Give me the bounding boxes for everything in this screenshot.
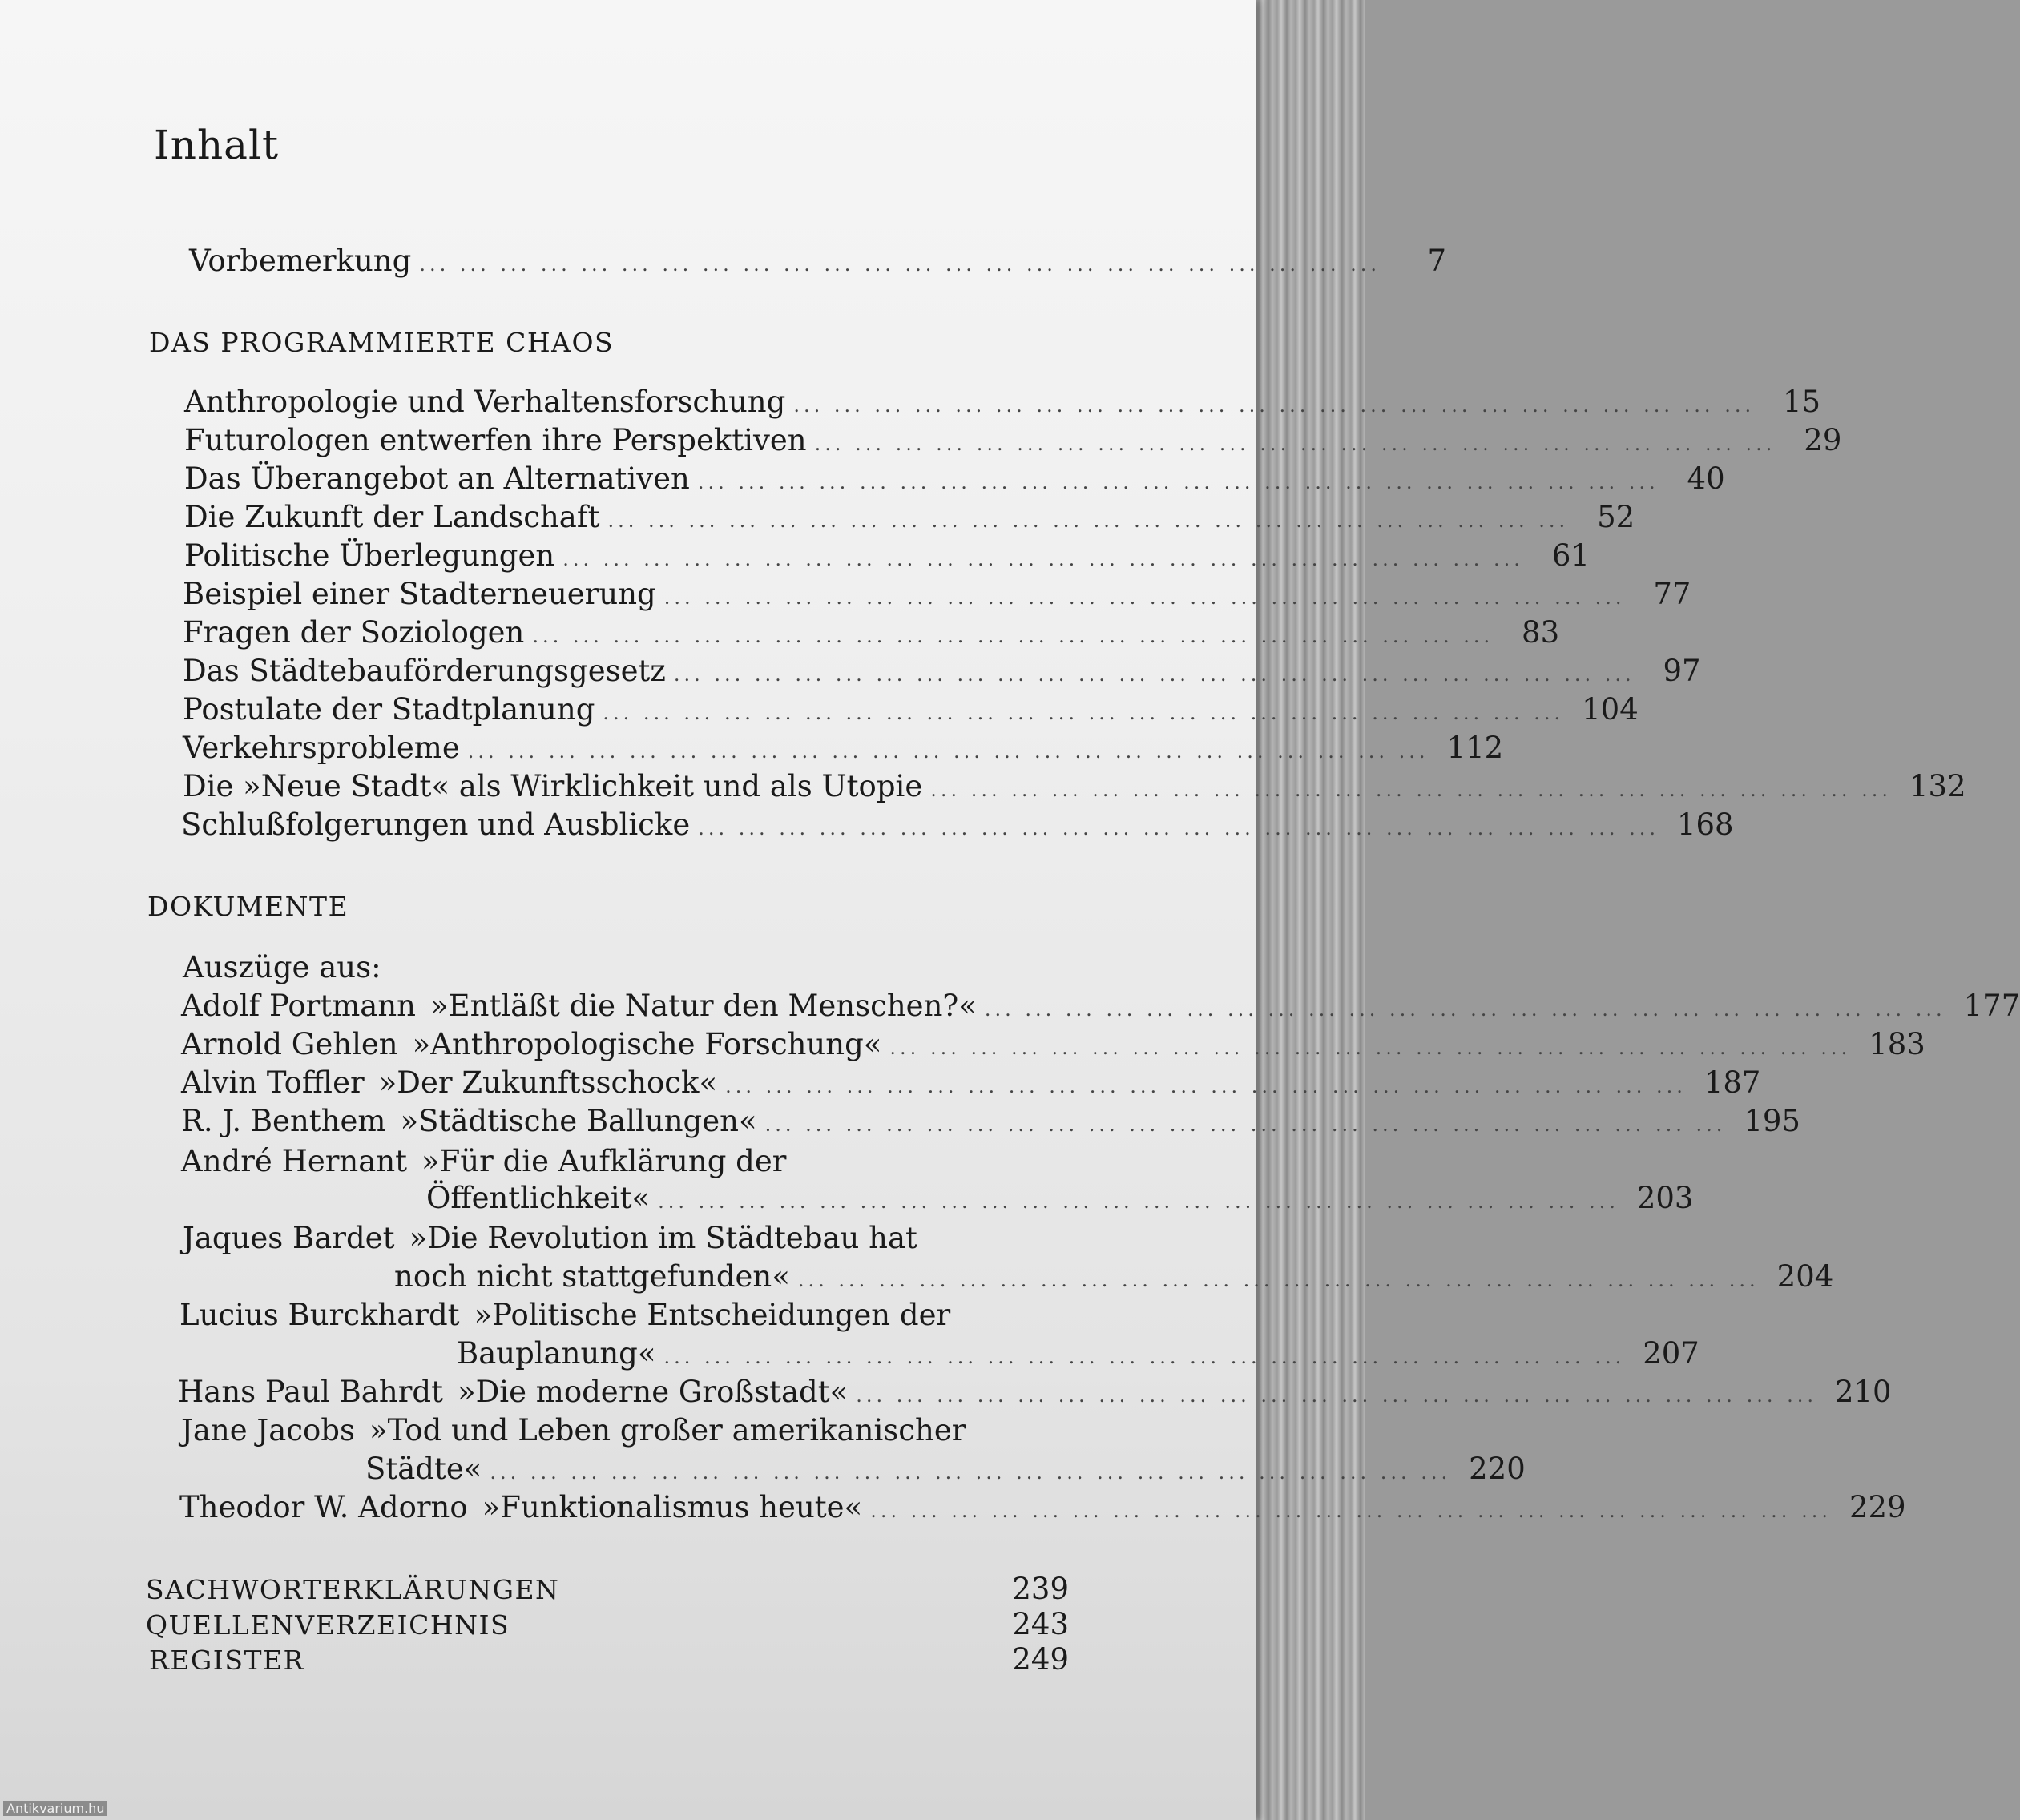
document-author: Arnold Gehlen — [181, 1027, 398, 1061]
document-title: »Funktionalismus heute« — [482, 1490, 863, 1524]
toc-page-number: 229 — [1849, 1490, 1906, 1524]
toc-entry-title: Beispiel einer Stadterneuerung — [183, 577, 656, 611]
document-title: »Städtische Ballungen« — [400, 1104, 757, 1138]
document-author: Hans Paul Bahrdt — [178, 1375, 443, 1409]
toc-entry-title: Das Städtebauförderungsgesetz — [183, 654, 666, 688]
dot-leader: ... ... ... ... ... ... ... ... ... ... ... ... ... ... ... ... ... ... ... ... ... ... ... ... — [814, 433, 1776, 455]
toc-entry — [184, 385, 1821, 423]
toc-entry-title: Fragen der Soziologen — [183, 615, 525, 650]
toc-entry — [183, 615, 1560, 654]
dot-leader: ... ... ... ... ... ... ... ... ... ... ... ... ... ... ... ... ... ... ... ... ... ... ... ... — [797, 1269, 1760, 1291]
dot-leader: ... ... ... ... ... ... ... ... ... ... ... ... ... ... ... ... ... ... ... ... ... ... ... ... — [562, 548, 1524, 570]
toc-entry-title: Politische Überlegungen — [184, 538, 555, 573]
document-title-continued: noch nicht stattgefunden« — [394, 1259, 790, 1294]
toc-entry-title: Futurologen entwerfen ihre Perspektiven — [184, 423, 807, 457]
dot-leader: ... ... ... ... ... ... ... ... ... ... ... ... ... ... ... ... ... ... ... ... ... ... ... ... — [889, 1037, 1852, 1059]
document-entry-continuation — [426, 1181, 1694, 1219]
section-heading-dokumente: DOKUMENTE — [147, 891, 349, 922]
toc-entry — [181, 807, 1734, 846]
toc-page-number: 97 — [1663, 654, 1701, 688]
document-title: »Anthropologische Forschung« — [412, 1027, 882, 1061]
toc-page-number: 243 — [1012, 1607, 1069, 1641]
toc-page-number: 210 — [1834, 1375, 1892, 1409]
toc-page-number: 187 — [1703, 1065, 1761, 1100]
document-title: »Politische Entscheidungen der — [474, 1298, 951, 1332]
dot-leader: ... ... ... ... ... ... ... ... ... ... ... ... ... ... ... ... ... ... ... ... ... ... ... ... — [663, 1346, 1626, 1368]
document-title: »Der Zukunftsschock« — [378, 1065, 718, 1100]
dot-leader: ... ... ... ... ... ... ... ... ... ... ... ... ... ... ... ... ... ... ... ... ... ... ... ... — [697, 471, 1659, 493]
toc-page-number: 220 — [1469, 1452, 1526, 1486]
document-entry-continuation — [365, 1452, 1526, 1490]
toc-page-number: 249 — [1012, 1642, 1069, 1677]
documents-intro: Auszüge aus: — [183, 950, 381, 984]
document-author: Jaques Bardet — [183, 1221, 395, 1255]
document-author: Adolf Portmann — [181, 989, 417, 1023]
toc-entry — [183, 769, 1966, 807]
document-author: André Hernant — [181, 1144, 408, 1178]
back-matter-entry — [146, 1607, 1069, 1645]
toc-page-number: 77 — [1653, 577, 1691, 611]
document-entry — [181, 989, 2020, 1027]
document-author: R. J. Benthem — [181, 1104, 386, 1138]
document-title-continued: Städte« — [365, 1452, 482, 1486]
back-matter-entry — [149, 1642, 1069, 1681]
toc-page-number: 83 — [1522, 615, 1560, 650]
dot-leader: ... ... ... ... ... ... ... ... ... ... ... ... ... ... ... ... ... ... ... ... ... ... ... ... — [532, 625, 1494, 647]
dot-leader: ... ... ... ... ... ... ... ... ... ... ... ... ... ... ... ... ... ... ... ... ... ... ... ... — [658, 1190, 1619, 1213]
toc-page-number: 104 — [1582, 692, 1639, 727]
toc-page-number: 177 — [1963, 989, 2020, 1023]
toc-entry — [183, 731, 1504, 769]
document-title-continued: Bauplanung« — [457, 1336, 656, 1371]
toc-entry — [183, 577, 1691, 615]
document-entry — [181, 1104, 1800, 1142]
toc-entry-title: Die Zukunft der Landschaft — [184, 500, 600, 534]
toc-entry — [183, 654, 1701, 692]
toc-entry-vorbemerkung — [189, 244, 1447, 282]
toc-page-number: 168 — [1676, 807, 1734, 842]
document-entry-continuation — [457, 1336, 1699, 1375]
toc-page-number: 195 — [1744, 1104, 1800, 1138]
dot-leader: ... ... ... ... ... ... ... ... ... ... ... ... ... ... ... ... ... ... ... ... ... ... ... ... — [984, 998, 1946, 1021]
page-title: Inhalt — [154, 122, 280, 168]
document-author: Alvin Toffler — [181, 1065, 365, 1100]
dot-leader: ... ... ... ... ... ... ... ... ... ... ... ... ... ... ... ... ... ... ... ... ... ... ... ... — [930, 779, 1892, 801]
dot-leader: ... ... ... ... ... ... ... ... ... ... ... ... ... ... ... ... ... ... ... ... ... ... ... ... — [870, 1500, 1832, 1522]
back-matter-title: SACHWORTERKLÄRUNGEN — [146, 1574, 560, 1605]
toc-entry-title: Das Überangebot an Alternativen — [184, 461, 690, 496]
dot-leader: ... ... ... ... ... ... ... ... ... ... ... ... ... ... ... ... ... ... ... ... ... ... ... ... — [673, 663, 1635, 686]
toc-page-number: 29 — [1804, 423, 1842, 457]
toc-entry — [184, 538, 1590, 577]
document-entry — [178, 1375, 1892, 1413]
toc-entry-title: Verkehrsprobleme — [183, 731, 460, 765]
document-author: Lucius Burckhardt — [179, 1298, 460, 1332]
document-title: »Die moderne Großstadt« — [457, 1375, 849, 1409]
document-entry-first-line — [183, 1221, 917, 1255]
dot-leader: ... ... ... ... ... ... ... ... ... ... ... ... ... ... ... ... ... ... ... ... ... ... ... ... — [419, 253, 1381, 276]
dot-leader: ... ... ... ... ... ... ... ... ... ... ... ... ... ... ... ... ... ... ... ... ... ... ... ... — [607, 509, 1570, 532]
toc-entry-title: Die »Neue Stadt« als Wirklichkeit und als Utopie — [183, 769, 923, 803]
document-author: Theodor W. Adorno — [179, 1490, 468, 1524]
toc-entry — [184, 461, 1725, 500]
toc-entry-title: Vorbemerkung — [189, 244, 412, 278]
document-title: »Die Revolution im Städtebau hat — [409, 1221, 917, 1255]
toc-entry-title: Anthropologie und Verhaltensforschung — [184, 385, 786, 419]
toc-page-number: 132 — [1909, 769, 1966, 803]
document-entry — [179, 1490, 1906, 1528]
document-title: »Tod und Leben großer amerikanischer — [369, 1413, 966, 1448]
toc-page-number: 40 — [1687, 461, 1725, 496]
dot-leader: ... ... ... ... ... ... ... ... ... ... ... ... ... ... ... ... ... ... ... ... ... ... ... ... — [698, 817, 1659, 840]
toc-page-number: 7 — [1427, 244, 1447, 278]
toc-page-number: 239 — [1012, 1572, 1069, 1606]
document-entry-first-line — [181, 1413, 966, 1448]
toc-entry — [184, 423, 1842, 461]
section-heading-chaos: DAS PROGRAMMIERTE CHAOS — [149, 327, 615, 358]
toc-page-number: 15 — [1782, 385, 1821, 419]
dot-leader: ... ... ... ... ... ... ... ... ... ... ... ... ... ... ... ... ... ... ... ... ... ... ... ... — [725, 1075, 1687, 1097]
toc-entry-title: Postulate der Stadtplanung — [183, 692, 595, 727]
dot-leader: ... ... ... ... ... ... ... ... ... ... ... ... ... ... ... ... ... ... ... ... ... ... ... ... — [793, 394, 1756, 417]
toc-page-number: 203 — [1636, 1181, 1694, 1215]
document-title: »Für die Aufklärung der — [421, 1144, 787, 1178]
back-matter-title: REGISTER — [149, 1645, 304, 1676]
dot-leader: ... ... ... ... ... ... ... ... ... ... ... ... ... ... ... ... ... ... ... ... ... ... ... ... — [856, 1384, 1817, 1407]
toc-entry — [183, 692, 1639, 731]
toc-page-number: 61 — [1551, 538, 1590, 573]
dot-leader: ... ... ... ... ... ... ... ... ... ... ... ... ... ... ... ... ... ... ... ... ... ... ... ... — [764, 1113, 1727, 1136]
document-entry-first-line — [179, 1298, 950, 1332]
toc-page-number: 112 — [1446, 731, 1504, 765]
document-author: Jane Jacobs — [181, 1413, 355, 1448]
document-entry — [181, 1065, 1761, 1104]
toc-page-number: 52 — [1597, 500, 1635, 534]
watermark: Antikvarium.hu — [3, 1801, 107, 1816]
document-title-continued: Öffentlichkeit« — [426, 1181, 651, 1215]
document-title: »Entläßt die Natur den Menschen?« — [430, 989, 977, 1023]
toc-entry-title: Schlußfolgerungen und Ausblicke — [181, 807, 691, 842]
toc-page-number: 207 — [1643, 1336, 1699, 1371]
document-entry — [181, 1027, 1925, 1065]
document-entry-first-line — [181, 1144, 786, 1178]
toc-page-number: 204 — [1776, 1259, 1834, 1294]
dot-leader: ... ... ... ... ... ... ... ... ... ... ... ... ... ... ... ... ... ... ... ... ... ... ... ... — [663, 586, 1626, 609]
toc-entry — [184, 500, 1635, 538]
toc-page-number: 183 — [1869, 1027, 1925, 1061]
back-matter-entry — [146, 1572, 1069, 1610]
document-entry-continuation — [394, 1259, 1834, 1298]
dot-leader: ... ... ... ... ... ... ... ... ... ... ... ... ... ... ... ... ... ... ... ... ... ... ... ... — [467, 740, 1429, 763]
dot-leader: ... ... ... ... ... ... ... ... ... ... ... ... ... ... ... ... ... ... ... ... ... ... ... ... — [490, 1461, 1452, 1484]
back-matter-title: QUELLENVERZEICHNIS — [146, 1609, 510, 1641]
dot-leader: ... ... ... ... ... ... ... ... ... ... ... ... ... ... ... ... ... ... ... ... ... ... ... ... — [603, 702, 1565, 724]
